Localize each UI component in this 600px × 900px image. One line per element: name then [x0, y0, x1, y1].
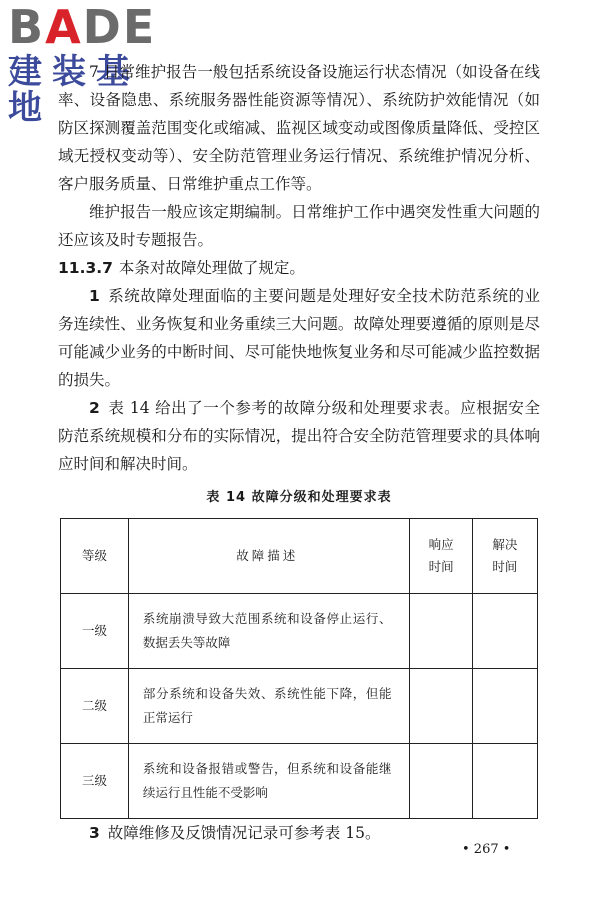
header-response-time: 响应 时间 — [410, 519, 472, 594]
cell-solution-time — [472, 669, 537, 744]
section-11-3-7 — [58, 254, 540, 282]
cell-level: 三级 — [61, 744, 129, 819]
table-row — [61, 744, 538, 819]
cell-level: 一级 — [61, 594, 129, 669]
cell-description: 系统崩溃导致大范围系统和设备停止运行、数据丢失等故障 — [128, 594, 410, 669]
paragraph-maintenance-report: 维护报告一般应该定期编制。日常维护工作中遇突发性重大问题的还应该及时专题报告。 — [58, 203, 540, 249]
item-number: 3 — [89, 824, 100, 842]
table-row — [61, 594, 538, 669]
logo-wordmark: BADE — [8, 0, 157, 54]
item-text: 系统故障处理面临的主要问题是处理好安全技术防范系统的业务连续性、业务恢复和业务重续三大问题。故障处理要遵循的原则是尽可能减少业务的中断时间、尽可能快地恢复业务和尽可能减少监控数据的损失。 — [58, 287, 540, 389]
item-number: 2 — [89, 399, 100, 417]
page-body — [58, 58, 540, 847]
item-1 — [58, 282, 540, 394]
paragraph-daily-report: 7 日常维护报告一般包括系统设备设施运行状态情况（如设备在线率、设备隐患、系统服务器性能资源等情况）、系统防护效能情况（如防区探测覆盖范围变化或缩减、监视区域变动或图像质量降低、受控区域无授权变动等）、安全防范管理业务运行情况、系统维护情况分析、客户服务质量、日常维护重点工作等。 — [58, 63, 540, 193]
fault-level-table — [60, 518, 538, 819]
cell-response-time — [410, 594, 472, 669]
section-number: 11.3.7 — [58, 259, 113, 277]
cell-response-time — [410, 669, 472, 744]
table-row — [61, 669, 538, 744]
logo-subtitle: 建装基地 — [8, 52, 140, 128]
item-text: 表 14 给出了一个参考的故障分级和处理要求表。应根据安全防范系统规模和分布的实际情况，提出符合安全防范管理要求的具体响应时间和解决时间。 — [58, 399, 540, 473]
cell-solution-time — [472, 744, 537, 819]
table-header-row — [61, 519, 538, 594]
item-2 — [58, 394, 540, 478]
header-description: 故障描述 — [128, 519, 410, 594]
header-level: 等级 — [61, 519, 129, 594]
page-number: • 267 • — [462, 842, 511, 857]
cell-level: 二级 — [61, 669, 129, 744]
header-solution-time: 解决 时间 — [472, 519, 537, 594]
cell-description: 部分系统和设备失效、系统性能下降，但能正常运行 — [128, 669, 410, 744]
item-number: 1 — [89, 287, 100, 305]
section-text: 本条对故障处理做了规定。 — [118, 259, 305, 277]
cell-description: 系统和设备报错或警告，但系统和设备能继续运行且性能不受影响 — [128, 744, 410, 819]
cell-solution-time — [472, 594, 537, 669]
table-title: 表 14 故障分级和处理要求表 — [206, 490, 392, 505]
cell-response-time — [410, 744, 472, 819]
item-text: 故障维修及反馈情况记录可参考表 15。 — [107, 824, 381, 842]
